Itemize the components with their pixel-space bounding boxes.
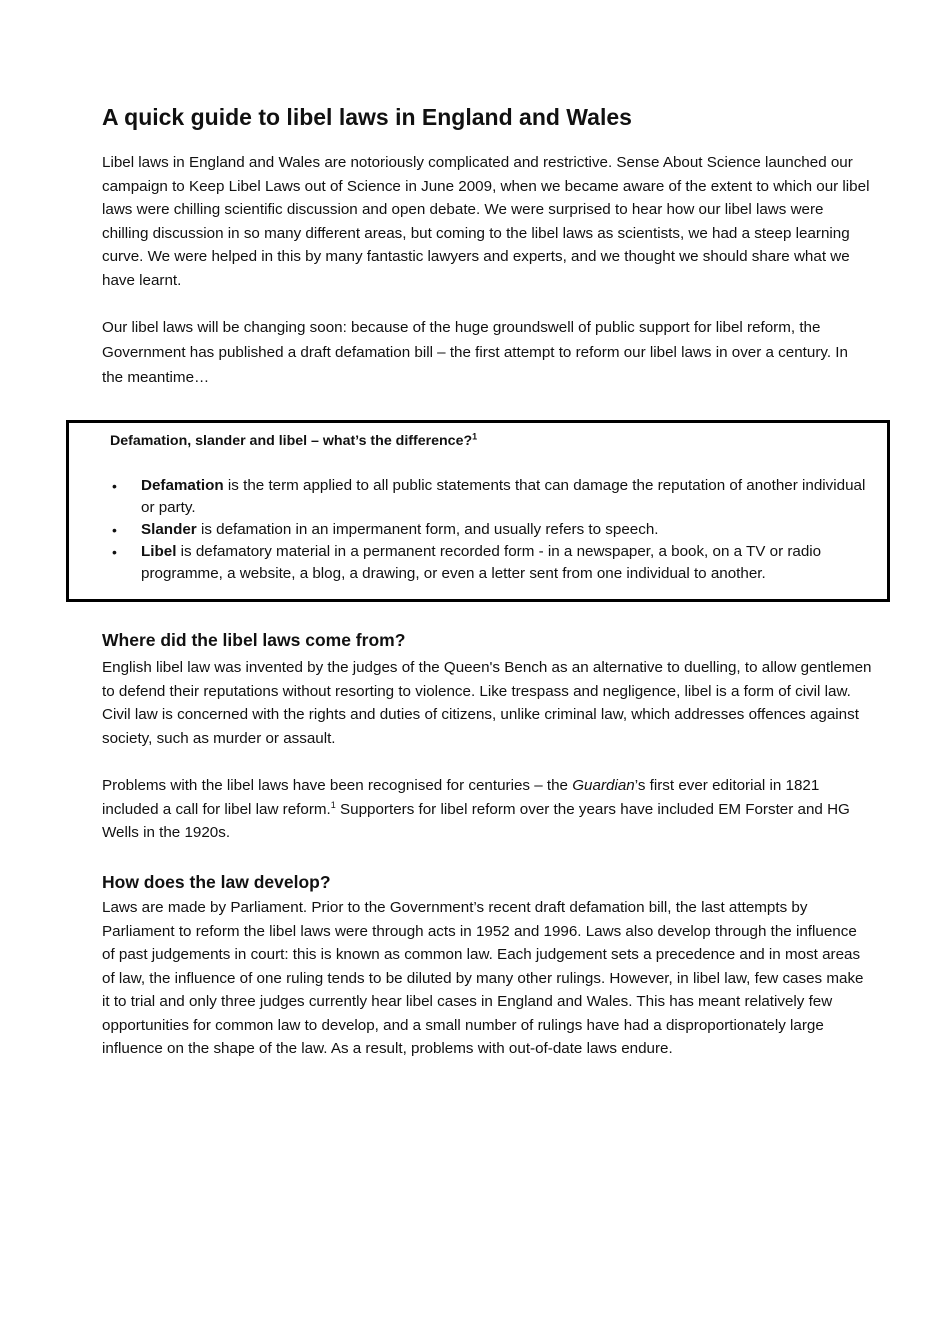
definition-item-libel (109, 541, 869, 585)
definition-text: is defamation in an impermanent form, and usually refers to speech. (196, 521, 659, 538)
development-paragraph-1 (102, 896, 872, 1061)
intro-paragraph-1 (102, 151, 872, 292)
footnote-marker: 1 (472, 431, 478, 442)
intro-paragraph-1-text: Libel laws in England and Wales are notoriously complicated and restrictive. Sense About Science launched our campaign to Keep Libel Laws out of Science in June 2009, when we became aware of the extent to which our libel laws were chilling scientific discussion and open debate. We were surprised to hear how our libel laws were chilling discussion in so many different areas, but coming to the libel laws as scientists, we had a steep learning curve. We were helped in this by many fantastic lawyers and experts, and we thought we should share what we have learnt. (102, 154, 870, 289)
development-paragraph-1-text: Laws are made by Parliament. Prior to the Government’s recent draft defamation bill, the last attempts by Parliament to reform the libel laws were through acts in 1952 and 1996. Laws also develop through the influence of past judgements in court: this is known as common law. Each judgement sets a precedence and in most areas of law, the influence of one ruling tends to be diluted by many other rulings. However, in libel law, few cases make it to trial and only three judges currently hear libel cases in England and Wales. This has meant relatively few opportunities for common law to develop, and a small number of rulings have had a disproportionately large influence on the shape of the law. As a result, problems with out-of-date laws endure. (102, 899, 864, 1057)
definition-term: Slander (141, 521, 197, 538)
definition-text: is defamatory material in a permanent recorded form - in a newspaper, a book, on a TV or radio programme, a website, a blog, a drawing, or even a letter sent from one individual to another. (141, 543, 822, 582)
intro-paragraph-2-text: Our libel laws will be changing soon: because of the huge groundswell of public support for libel reform, the Government has published a draft defamation bill – the first attempt to reform our libel laws in over a century. In the meantime… (102, 319, 848, 386)
definition-text: is the term applied to all public statements that can damage the reputation of another individual or party. (141, 477, 866, 516)
origins-paragraph-2-text (102, 774, 872, 845)
section-heading-development: How does the law develop? (102, 872, 331, 892)
footnote-marker: 1 (330, 799, 336, 810)
definitions-box (66, 420, 890, 602)
intro-paragraph-2 (102, 315, 872, 390)
origins-paragraph-2 (102, 774, 872, 845)
origins-text-part-2: ’s first ever editorial in 1821 included a call for libel law reform. (102, 777, 820, 818)
page-title: A quick guide to libel laws in England and Wales (102, 104, 632, 130)
definitions-box-heading-text: Defamation, slander and libel – what’s the difference? (110, 433, 473, 449)
bullet-icon: • (112, 544, 117, 560)
definition-item-defamation (109, 475, 869, 519)
bullet-icon: • (112, 522, 117, 538)
section-heading-origins: Where did the libel laws come from? (102, 630, 406, 650)
definitions-list (109, 475, 869, 585)
bullet-icon: • (112, 478, 117, 494)
definitions-box-heading (110, 431, 477, 451)
newspaper-name: Guardian (572, 777, 635, 794)
origins-text-part-1: Problems with the libel laws have been recognised for centuries – the (102, 777, 573, 794)
definition-term: Defamation (141, 477, 224, 494)
origins-text-part-3: Supporters for libel reform over the years have included EM Forster and HG Wells in the 1920s. (102, 800, 850, 841)
definition-item-slander (109, 519, 869, 541)
definition-term: Libel (141, 543, 177, 560)
origins-paragraph-1 (102, 656, 872, 750)
origins-paragraph-1-text: English libel law was invented by the judges of the Queen's Bench as an alternative to duelling, to allow gentlemen to defend their reputations without resorting to violence. Like trespass and negligence, libel is a form of civil law. Civil law is concerned with the rights and duties of citizens, unlike criminal law, which addresses offences against society, such as murder or assault. (102, 659, 872, 747)
